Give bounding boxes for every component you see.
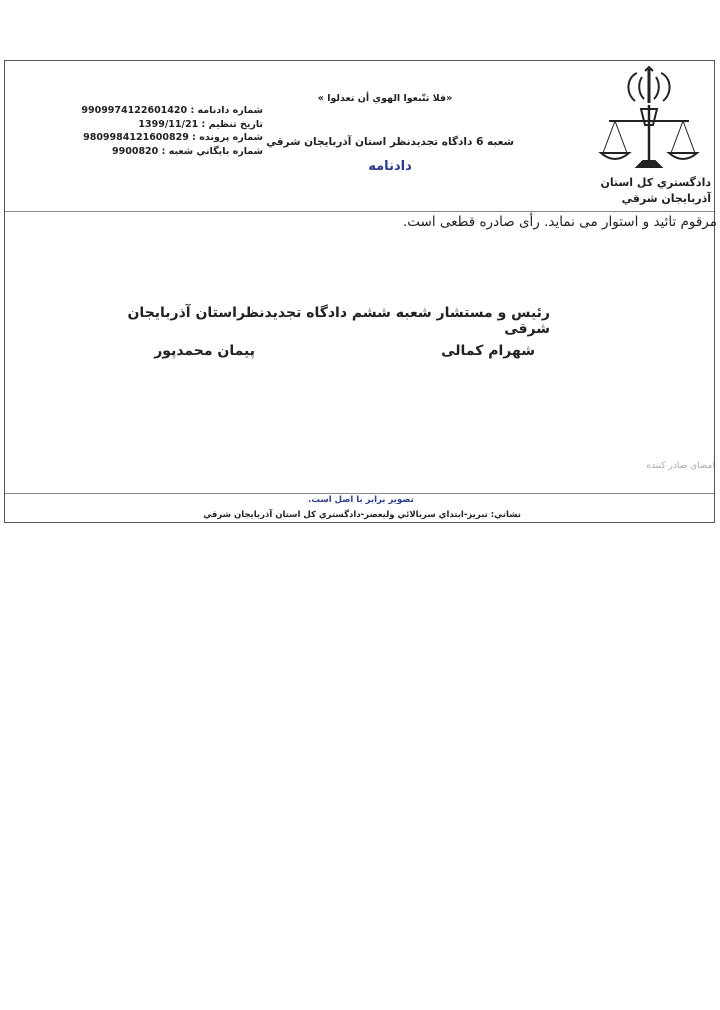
document-title: دادنامه	[368, 159, 412, 174]
meta-label: شماره دادنامه :	[190, 105, 263, 116]
meta-value: 1399/11/21	[138, 118, 199, 130]
document-header	[5, 61, 714, 212]
court-branch: شعبه 6 دادگاه تجديدنظر استان آذربايجان شرقي	[266, 136, 514, 148]
meta-label: شماره پرونده :	[192, 132, 263, 143]
signer-name-1: شهرام کمالی	[441, 343, 535, 359]
signer-name-2: پیمان محمدپور	[154, 343, 255, 359]
document-footer	[5, 493, 714, 524]
judiciary-emblem-icon	[597, 65, 701, 175]
verdict-text: مرقوم تائید و استوار می نماید. رأی صادره قطعی است.	[403, 214, 717, 230]
meta-date	[63, 118, 263, 132]
meta-verdict-number	[63, 104, 263, 118]
quran-verse: «فلا تتّبعوا الهوي أن تعدلوا »	[317, 93, 453, 104]
meta-archive-number	[63, 145, 263, 159]
copy-certification: تصوير برابر با اصل است.	[308, 495, 414, 505]
issuer-signature-label: امضاي صادر كننده	[646, 461, 715, 471]
meta-label: شماره بايگاني شعبه :	[161, 145, 263, 157]
court-name: دادگستري كل استان آذربايجان شرقي	[600, 176, 711, 205]
address-label: نشاني:	[490, 510, 521, 520]
meta-label: تاريخ تنظيم :	[201, 118, 263, 130]
case-metadata	[63, 104, 263, 158]
signature-title: رئیس و مستشار شعبه ششم دادگاه تجدیدنظراستان آذربایجان شرقی	[127, 305, 550, 337]
meta-value: 9909974122601420	[81, 105, 188, 116]
address-text: تبريز-ابتداي سربالائي وليعصر-دادگستري كل استان آذربايجان شرقي	[203, 510, 488, 520]
document-page	[4, 60, 715, 523]
meta-case-number	[63, 131, 263, 145]
meta-value: 9900820	[112, 145, 159, 157]
meta-value: 9809984121600829	[83, 132, 189, 143]
court-address	[201, 510, 521, 520]
